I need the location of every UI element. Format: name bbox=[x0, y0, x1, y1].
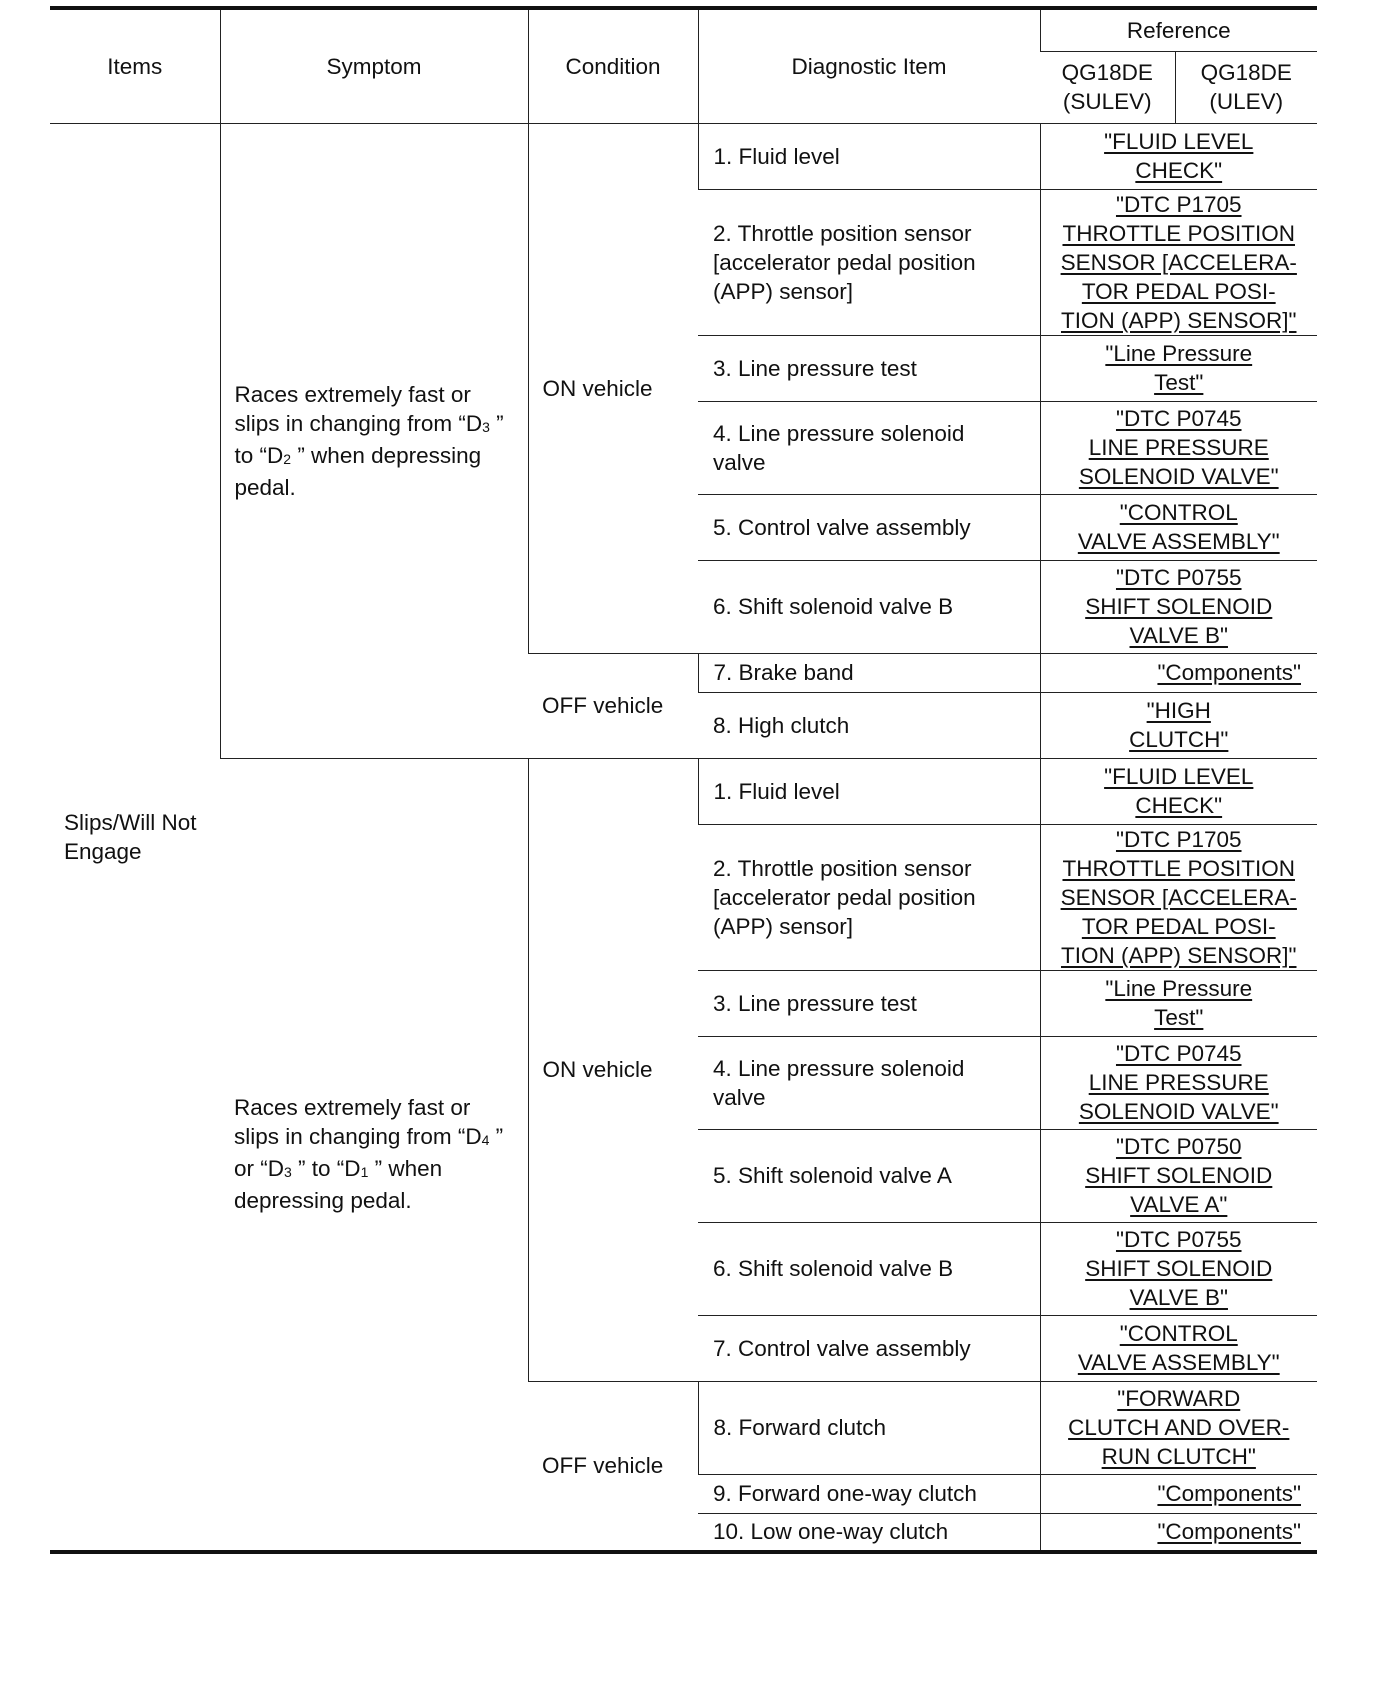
symptom-text: ” when depressing bbox=[291, 442, 482, 468]
reference-link[interactable] bbox=[1085, 1132, 1272, 1219]
reference-link-line[interactable]: "Components" bbox=[1157, 660, 1301, 685]
gear-subscript: 3 bbox=[284, 1164, 292, 1181]
reference-link-line[interactable]: "FLUID LEVEL bbox=[1104, 129, 1254, 154]
reference-link[interactable] bbox=[1085, 1225, 1272, 1312]
reference-cell bbox=[1040, 401, 1317, 494]
symptom-line bbox=[234, 1122, 512, 1154]
symptom-text: ” bbox=[489, 410, 504, 436]
reference-cell bbox=[1040, 1222, 1317, 1315]
reference-link-line[interactable]: "FORWARD bbox=[1117, 1386, 1241, 1411]
reference-link-line[interactable]: CLUTCH" bbox=[1129, 727, 1229, 752]
header-ref-ulev-line2: (ULEV) bbox=[1209, 89, 1284, 114]
reference-cell bbox=[1040, 1129, 1317, 1222]
diagnostic-line: valve bbox=[713, 449, 766, 475]
header-ref-ulev bbox=[1175, 51, 1317, 123]
reference-cell bbox=[1040, 1315, 1317, 1381]
symptom-text: or “D bbox=[234, 1156, 284, 1182]
diagnostic-item-cell bbox=[698, 335, 1040, 401]
symptom-text: slips in changing from “D bbox=[234, 1124, 482, 1150]
diagnostic-line: valve bbox=[713, 1084, 766, 1110]
reference-link[interactable] bbox=[1129, 696, 1228, 754]
header-ref-sulev-line1: QG18DE bbox=[1061, 60, 1153, 85]
condition-cell: OFF vehicle bbox=[528, 1381, 698, 1552]
diagnostic-line: 2. Throttle position sensor bbox=[713, 855, 972, 881]
symptom-text: ” when bbox=[368, 1156, 443, 1182]
reference-link-line[interactable]: Test" bbox=[1154, 370, 1204, 395]
reference-cell bbox=[1040, 1381, 1317, 1474]
reference-link-line[interactable]: "CONTROL bbox=[1119, 500, 1238, 525]
reference-link[interactable] bbox=[1068, 1384, 1289, 1471]
condition-cell: ON vehicle bbox=[528, 758, 698, 1381]
symptom-text: slips in changing from “D bbox=[234, 410, 483, 436]
reference-link-line[interactable]: LINE PRESSURE bbox=[1088, 1070, 1269, 1095]
reference-link-line[interactable]: "Components" bbox=[1157, 1481, 1301, 1506]
condition-cell: ON vehicle bbox=[528, 123, 698, 653]
diagnostic-line: 7. Control valve assembly bbox=[713, 1335, 971, 1361]
reference-link[interactable] bbox=[1104, 127, 1253, 185]
reference-link-line[interactable]: "FLUID LEVEL bbox=[1104, 764, 1254, 789]
diagnostic-line: 5. Shift solenoid valve A bbox=[713, 1163, 952, 1188]
condition-cell: OFF vehicle bbox=[528, 653, 698, 758]
symptom-text: pedal. bbox=[234, 474, 296, 500]
gear-subscript: 3 bbox=[482, 418, 490, 435]
reference-link-line[interactable]: "Components" bbox=[1157, 1519, 1301, 1545]
table-row bbox=[50, 123, 1317, 189]
header-ref-sulev-line2: (SULEV) bbox=[1062, 89, 1152, 114]
diagnostic-item-cell bbox=[698, 1129, 1040, 1222]
diagnostic-line: 10. Low one-way clutch bbox=[713, 1519, 949, 1545]
reference-link-line[interactable]: VALVE ASSEMBLY" bbox=[1077, 1350, 1280, 1375]
diagnostic-line: 3. Line pressure test bbox=[713, 990, 917, 1016]
diagnostic-item-cell bbox=[698, 1036, 1040, 1129]
reference-link[interactable] bbox=[1105, 339, 1252, 397]
reference-link-line[interactable]: SHIFT SOLENOID bbox=[1085, 594, 1273, 619]
diagnostic-line: (APP) sensor] bbox=[713, 278, 854, 304]
reference-link-line[interactable]: THROTTLE POSITION bbox=[1062, 855, 1295, 881]
reference-link-line[interactable]: TION (APP) SENSOR]" bbox=[1060, 307, 1297, 333]
header-diagnostic-item: Diagnostic Item bbox=[698, 8, 1040, 123]
symptom-line bbox=[235, 441, 512, 473]
reference-cell bbox=[1040, 560, 1317, 653]
reference-cell bbox=[1040, 653, 1317, 692]
diagnostic-item-cell bbox=[698, 1315, 1040, 1381]
reference-link-line[interactable]: "DTC P1705 bbox=[1115, 826, 1242, 852]
symptom-text: depressing pedal. bbox=[234, 1188, 412, 1214]
reference-link-line[interactable]: TOR PEDAL POSI- bbox=[1081, 278, 1276, 304]
reference-link-line[interactable]: "HIGH bbox=[1146, 698, 1211, 723]
reference-link-line[interactable]: CHECK" bbox=[1135, 793, 1223, 818]
item-line: Engage bbox=[64, 838, 142, 864]
header-condition: Condition bbox=[528, 8, 698, 123]
header-ref-sulev bbox=[1040, 51, 1175, 123]
reference-link[interactable] bbox=[1078, 498, 1280, 556]
diagnostic-item-cell bbox=[698, 653, 1040, 692]
diagnostic-line: (APP) sensor] bbox=[713, 913, 854, 939]
diagnostic-line: 2. Throttle position sensor bbox=[713, 220, 972, 246]
gear-subscript: 4 bbox=[481, 1132, 490, 1149]
reference-link[interactable] bbox=[1105, 974, 1252, 1032]
reference-cell bbox=[1040, 1474, 1317, 1513]
reference-cell bbox=[1040, 692, 1317, 758]
diagnosis-table bbox=[50, 6, 1317, 1554]
reference-link[interactable] bbox=[1079, 1039, 1279, 1126]
diagnostic-item-cell bbox=[698, 1513, 1040, 1552]
reference-cell bbox=[1040, 494, 1317, 560]
reference-link-line[interactable]: SHIFT SOLENOID bbox=[1085, 1163, 1273, 1188]
symptom-text: ” bbox=[489, 1124, 504, 1150]
reference-cell bbox=[1040, 970, 1317, 1036]
reference-link-line[interactable]: LINE PRESSURE bbox=[1088, 435, 1269, 460]
reference-link-line[interactable]: SOLENOID VALVE" bbox=[1078, 464, 1279, 489]
header-reference: Reference bbox=[1040, 8, 1317, 51]
reference-link-line[interactable]: VALVE B" bbox=[1129, 623, 1228, 648]
reference-cell bbox=[1040, 335, 1317, 401]
diagnostic-item-cell bbox=[698, 1381, 1040, 1474]
reference-link-line[interactable]: SHIFT SOLENOID bbox=[1085, 1256, 1273, 1281]
reference-cell bbox=[1040, 1036, 1317, 1129]
symptom-line bbox=[235, 380, 512, 409]
reference-link[interactable] bbox=[1104, 762, 1253, 820]
reference-link-line[interactable]: Test" bbox=[1154, 1005, 1204, 1030]
reference-link-line[interactable]: THROTTLE POSITION bbox=[1062, 220, 1295, 246]
symptom-line bbox=[235, 409, 512, 441]
diagnostic-line: [accelerator pedal position bbox=[713, 884, 976, 910]
diagnostic-item-cell bbox=[698, 1222, 1040, 1315]
symptom-line bbox=[234, 1093, 512, 1122]
reference-link-line[interactable]: "DTC P0745 bbox=[1115, 406, 1242, 431]
diagnostic-item-cell bbox=[698, 560, 1040, 653]
reference-link-line[interactable]: "DTC P0755 bbox=[1115, 1227, 1242, 1252]
header-row-top bbox=[50, 8, 1317, 51]
reference-link[interactable] bbox=[1047, 658, 1312, 687]
reference-link-line[interactable]: TION (APP) SENSOR]" bbox=[1060, 942, 1297, 968]
reference-link-line[interactable]: VALVE B" bbox=[1129, 1285, 1228, 1310]
reference-link-line[interactable]: VALVE ASSEMBLY" bbox=[1077, 529, 1280, 554]
header-symptom: Symptom bbox=[220, 8, 528, 123]
diagnostic-line: 3. Line pressure test bbox=[713, 355, 917, 381]
diagnostic-line: 4. Line pressure solenoid bbox=[713, 420, 965, 446]
reference-link-line[interactable]: SOLENOID VALVE" bbox=[1078, 1099, 1279, 1124]
table-body bbox=[50, 123, 1317, 1552]
diagnostic-item-cell bbox=[698, 189, 1040, 335]
symptom-cell bbox=[220, 758, 528, 1552]
reference-link[interactable] bbox=[1079, 404, 1279, 491]
diagnostic-line: 6. Shift solenoid valve B bbox=[713, 1256, 954, 1281]
diagnostic-line: 4. Line pressure solenoid bbox=[713, 1055, 965, 1081]
diagnostic-line: 9. Forward one-way clutch bbox=[713, 1481, 977, 1506]
symptom-text: Races extremely fast or bbox=[234, 381, 471, 407]
symptom-text: Races extremely fast or bbox=[234, 1095, 471, 1121]
header-ref-ulev-line1: QG18DE bbox=[1200, 60, 1292, 85]
diagnostic-item-cell bbox=[698, 824, 1040, 970]
diagnostic-line: 6. Shift solenoid valve B bbox=[713, 594, 954, 619]
reference-link-line[interactable]: TOR PEDAL POSI- bbox=[1081, 913, 1276, 939]
item-cell bbox=[50, 123, 220, 1552]
reference-link[interactable] bbox=[1061, 190, 1297, 335]
diagnostic-line: 8. Forward clutch bbox=[713, 1415, 887, 1440]
reference-link-line[interactable]: RUN CLUTCH" bbox=[1101, 1444, 1256, 1469]
diagnostic-line: [accelerator pedal position bbox=[713, 249, 976, 275]
reference-link[interactable] bbox=[1061, 825, 1297, 970]
reference-link-line[interactable]: CHECK" bbox=[1135, 158, 1223, 183]
reference-cell bbox=[1040, 758, 1317, 824]
diagnostic-line: 1. Fluid level bbox=[713, 143, 840, 169]
reference-link[interactable] bbox=[1047, 1517, 1312, 1546]
header-items: Items bbox=[50, 8, 220, 123]
reference-cell bbox=[1040, 1513, 1317, 1552]
reference-link[interactable] bbox=[1047, 1479, 1312, 1508]
reference-link-line[interactable]: CLUTCH AND OVER- bbox=[1068, 1415, 1290, 1440]
reference-link-line[interactable]: "CONTROL bbox=[1119, 1321, 1238, 1346]
reference-cell bbox=[1040, 189, 1317, 335]
gear-subscript: 2 bbox=[283, 450, 292, 467]
reference-link[interactable] bbox=[1085, 563, 1272, 650]
symptom-line bbox=[234, 1154, 512, 1186]
diagnostic-item-cell bbox=[698, 970, 1040, 1036]
diagnostic-item-cell bbox=[698, 758, 1040, 824]
reference-link-line[interactable]: "DTC P0750 bbox=[1115, 1134, 1242, 1159]
reference-link[interactable] bbox=[1078, 1319, 1280, 1377]
symptom-line bbox=[234, 1186, 512, 1215]
reference-link-line[interactable]: SENSOR [ACCELERA- bbox=[1060, 249, 1297, 275]
diagnostic-item-cell bbox=[698, 123, 1040, 189]
symptom-cell bbox=[220, 123, 528, 758]
diagnostic-line: 8. High clutch bbox=[713, 712, 850, 738]
reference-link-line[interactable]: "DTC P0755 bbox=[1115, 565, 1242, 590]
diagnostic-line: 7. Brake band bbox=[713, 660, 854, 685]
gear-subscript: 1 bbox=[360, 1164, 369, 1181]
table-row bbox=[50, 758, 1317, 824]
diagnostic-item-cell bbox=[698, 494, 1040, 560]
diagnostic-line: 1. Fluid level bbox=[713, 778, 840, 804]
reference-cell bbox=[1040, 123, 1317, 189]
item-line: Slips/Will Not bbox=[64, 809, 197, 835]
reference-link-line[interactable]: VALVE A" bbox=[1130, 1192, 1228, 1217]
reference-link-line[interactable]: "DTC P0745 bbox=[1115, 1041, 1242, 1066]
symptom-text: ” to “D bbox=[291, 1156, 361, 1182]
diagnostic-line: 5. Control valve assembly bbox=[713, 514, 971, 540]
reference-link-line[interactable]: "DTC P1705 bbox=[1115, 191, 1242, 217]
reference-link-line[interactable]: "Line Pressure bbox=[1105, 976, 1253, 1001]
reference-link-line[interactable]: SENSOR [ACCELERA- bbox=[1060, 884, 1297, 910]
diagnostic-item-cell bbox=[698, 692, 1040, 758]
reference-cell bbox=[1040, 824, 1317, 970]
symptom-line bbox=[235, 473, 512, 502]
diagnostic-item-cell bbox=[698, 1474, 1040, 1513]
symptom-text: to “D bbox=[234, 442, 284, 468]
diagnostic-item-cell bbox=[698, 401, 1040, 494]
reference-link-line[interactable]: "Line Pressure bbox=[1105, 341, 1253, 366]
